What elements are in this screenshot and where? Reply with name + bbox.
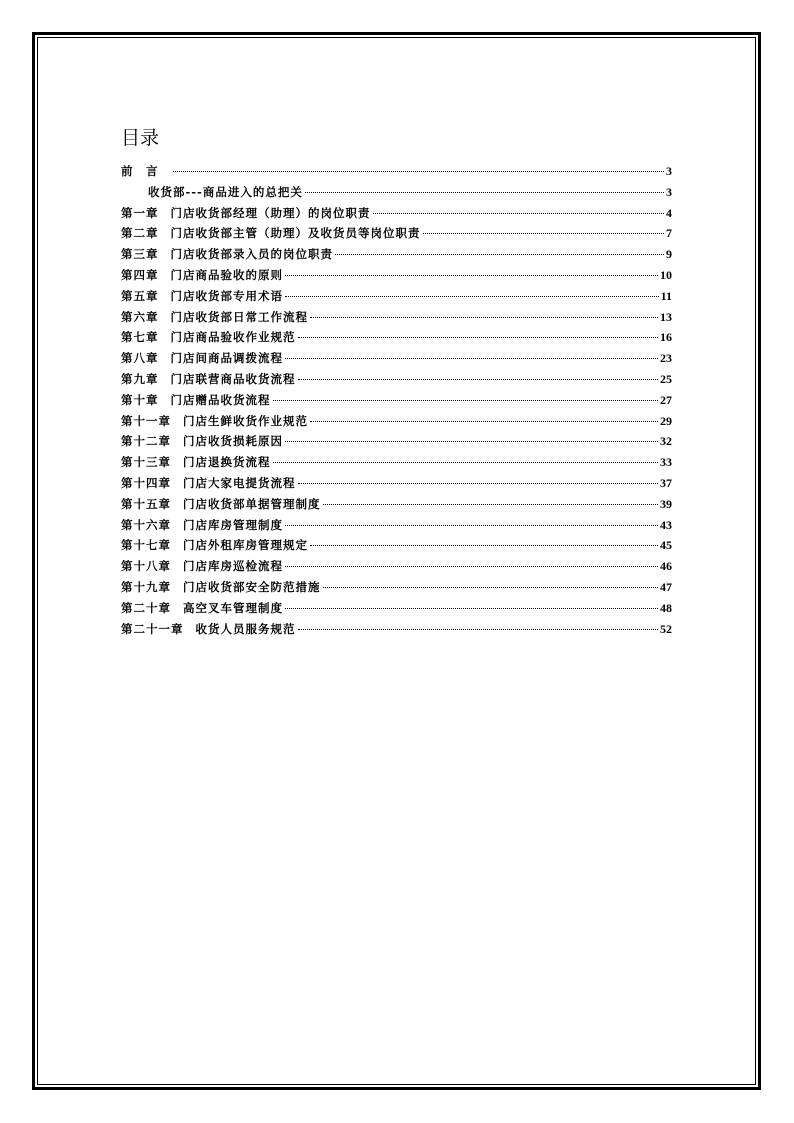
toc-chapter-title: 门店库房巡检流程 [183, 559, 283, 574]
toc-entry[interactable] [121, 182, 672, 203]
toc-entry-label [121, 577, 321, 598]
toc-entry-label [121, 619, 296, 640]
toc-chapter-number: 第十一章 [121, 413, 171, 428]
toc-chapter-title: 门店赠品收货流程 [170, 392, 271, 407]
toc-chapter-title: 门店收货损耗原因 [183, 434, 283, 449]
toc-chapter-title: 门店收货部日常工作流程 [170, 309, 308, 324]
toc-entry[interactable] [121, 452, 672, 473]
toc-chapter-title: 门店大家电提货流程 [183, 475, 296, 490]
toc-dot-leader [305, 192, 664, 193]
toc-chapter-number: 第二章 [121, 226, 159, 241]
toc-entry[interactable] [121, 327, 672, 348]
toc-entry-label [121, 535, 308, 556]
toc-chapter-title: 门店收货部经理（助理）的岗位职责 [170, 205, 371, 220]
toc-dot-leader [285, 296, 659, 297]
toc-page-number: 39 [660, 496, 672, 511]
toc-dot-leader [323, 587, 659, 588]
toc-dot-leader [310, 317, 658, 318]
toc-chapter-number: 第五章 [121, 288, 159, 303]
toc-entry-label [121, 265, 283, 286]
toc-chapter-title: 门店库房管理制度 [183, 517, 283, 532]
toc-page-number: 43 [660, 517, 672, 532]
toc-dot-leader [173, 171, 665, 172]
toc-entry[interactable] [121, 265, 672, 286]
toc-entry-label [148, 182, 303, 203]
toc-entry[interactable] [121, 431, 672, 452]
toc-page-number: 16 [660, 330, 672, 345]
toc-page-number: 45 [660, 538, 672, 553]
toc-chapter-number: 前 言 [121, 164, 159, 178]
toc-entry[interactable] [121, 203, 672, 224]
toc-entry-label [121, 244, 333, 265]
toc-chapter-title: 门店联营商品收货流程 [170, 371, 296, 386]
toc-chapter-number: 第二十一章 [121, 621, 184, 636]
toc-dot-leader [298, 629, 659, 630]
toc-chapter-number: 第九章 [121, 371, 159, 386]
toc-entry[interactable] [121, 369, 672, 390]
toc-dot-leader [373, 213, 665, 214]
toc-page-number: 33 [660, 455, 672, 470]
toc-chapter-title: 收货部---商品进入的总把关 [148, 184, 303, 199]
toc-chapter-number: 第一章 [121, 205, 159, 220]
toc-dot-leader [285, 275, 658, 276]
toc-entry-label [121, 473, 296, 494]
toc-page-number: 32 [660, 434, 672, 449]
toc-chapter-title: 门店退换货流程 [183, 455, 271, 470]
toc-dot-leader [323, 504, 659, 505]
toc-page-number: 7 [666, 226, 672, 241]
toc-chapter-title: 收货人员服务规范 [195, 621, 296, 636]
toc-entry[interactable] [121, 619, 672, 640]
toc-entry[interactable] [121, 577, 672, 598]
toc-page-number: 37 [660, 475, 672, 490]
toc-entry[interactable] [121, 411, 672, 432]
toc-entry-label [121, 411, 308, 432]
toc-page-number: 52 [660, 621, 672, 636]
toc-chapter-title: 门店商品验收作业规范 [170, 330, 296, 345]
toc-entry[interactable] [121, 307, 672, 328]
toc-chapter-title: 门店生鲜收货作业规范 [183, 413, 308, 428]
toc-page-number: 48 [660, 600, 672, 615]
toc-entry[interactable] [121, 286, 672, 307]
toc-chapter-number: 第十二章 [121, 434, 171, 449]
toc-chapter-title: 门店间商品调拨流程 [170, 351, 283, 366]
toc-entry[interactable] [121, 556, 672, 577]
toc-page-number: 3 [666, 164, 672, 178]
toc-entry[interactable] [121, 390, 672, 411]
toc-page-number: 13 [660, 309, 672, 324]
toc-entry-label [121, 390, 271, 411]
toc-entry-label [121, 286, 283, 307]
toc-page-number: 47 [660, 579, 672, 594]
toc-page-number: 3 [666, 184, 672, 199]
toc-entry[interactable] [121, 494, 672, 515]
toc-chapter-number: 第十六章 [121, 517, 171, 532]
toc-entry-label [121, 327, 296, 348]
toc-chapter-number: 第十三章 [121, 455, 171, 470]
toc-entry[interactable] [121, 473, 672, 494]
toc-dot-leader [285, 608, 658, 609]
toc-dot-leader [335, 254, 664, 255]
toc-entry-label [121, 598, 283, 619]
toc-entry[interactable] [121, 348, 672, 369]
toc-chapter-title: 门店外租库房管理规定 [183, 538, 308, 553]
toc-chapter-title: 门店收货部主管（助理）及收货员等岗位职责 [170, 226, 421, 241]
toc-page-number: 25 [660, 371, 672, 386]
toc-chapter-title: 门店收货部专用术语 [170, 288, 283, 303]
toc-chapter-number: 第十八章 [121, 559, 171, 574]
toc-page-number: 27 [660, 392, 672, 407]
toc-page-number: 10 [660, 267, 672, 282]
toc-entry-label [121, 307, 308, 328]
toc-entry-label [121, 494, 321, 515]
toc-entry-label [121, 203, 371, 224]
toc-chapter-title: 门店商品验收的原则 [170, 267, 283, 282]
toc-entry[interactable] [121, 535, 672, 556]
toc-dot-leader [298, 379, 659, 380]
toc-chapter-number: 第十四章 [121, 475, 171, 490]
toc-entry-label [121, 369, 296, 390]
toc-entry-label [121, 452, 271, 473]
toc-dot-leader [285, 525, 658, 526]
toc-chapter-number: 第六章 [121, 309, 159, 324]
toc-dot-leader [298, 483, 659, 484]
toc-dot-leader [285, 358, 658, 359]
toc-entry-label [121, 556, 283, 577]
toc-entry[interactable] [121, 223, 672, 244]
toc-chapter-title: 门店收货部安全防范措施 [183, 579, 321, 594]
toc-entry[interactable] [121, 515, 672, 536]
toc-chapter-number: 第十九章 [121, 579, 171, 594]
toc-chapter-title: 门店收货部单据管理制度 [183, 496, 321, 511]
toc-dot-leader [285, 441, 658, 442]
toc-chapter-number: 第十七章 [121, 538, 171, 553]
toc-list [121, 161, 672, 639]
toc-entry[interactable] [121, 598, 672, 619]
toc-entry[interactable] [121, 244, 672, 265]
toc-dot-leader [310, 421, 658, 422]
toc-chapter-number: 第二十章 [121, 600, 171, 615]
toc-dot-leader [273, 400, 659, 401]
toc-entry-label [121, 431, 283, 452]
toc-entry-label [121, 348, 283, 369]
toc-dot-leader [310, 545, 658, 546]
toc-entry-label [121, 515, 283, 536]
toc-dot-leader [298, 337, 659, 338]
toc-chapter-number: 第三章 [121, 247, 159, 262]
toc-chapter-number: 第七章 [121, 330, 159, 345]
toc-page-number: 11 [660, 288, 672, 303]
toc-dot-leader [273, 462, 659, 463]
toc-dot-leader [285, 566, 658, 567]
toc-page-number: 4 [666, 205, 672, 220]
toc-entry-label [121, 223, 421, 244]
toc-chapter-number: 第十五章 [121, 496, 171, 511]
toc-chapter-title: 门店收货部录入员的岗位职责 [170, 247, 333, 262]
toc-page-number: 23 [660, 351, 672, 366]
toc-chapter-number: 第十章 [121, 392, 159, 407]
toc-dot-leader [423, 233, 665, 234]
toc-entry[interactable] [121, 161, 672, 182]
toc-chapter-title: 高空叉车管理制度 [183, 600, 283, 615]
toc-page-number: 29 [660, 413, 672, 428]
toc-page-number: 9 [666, 247, 672, 262]
toc-chapter-number: 第四章 [121, 267, 159, 282]
toc-page-number: 46 [660, 559, 672, 574]
toc-title: 目录 [121, 127, 160, 149]
toc-entry-label [121, 161, 171, 182]
toc-chapter-number: 第八章 [121, 351, 159, 366]
